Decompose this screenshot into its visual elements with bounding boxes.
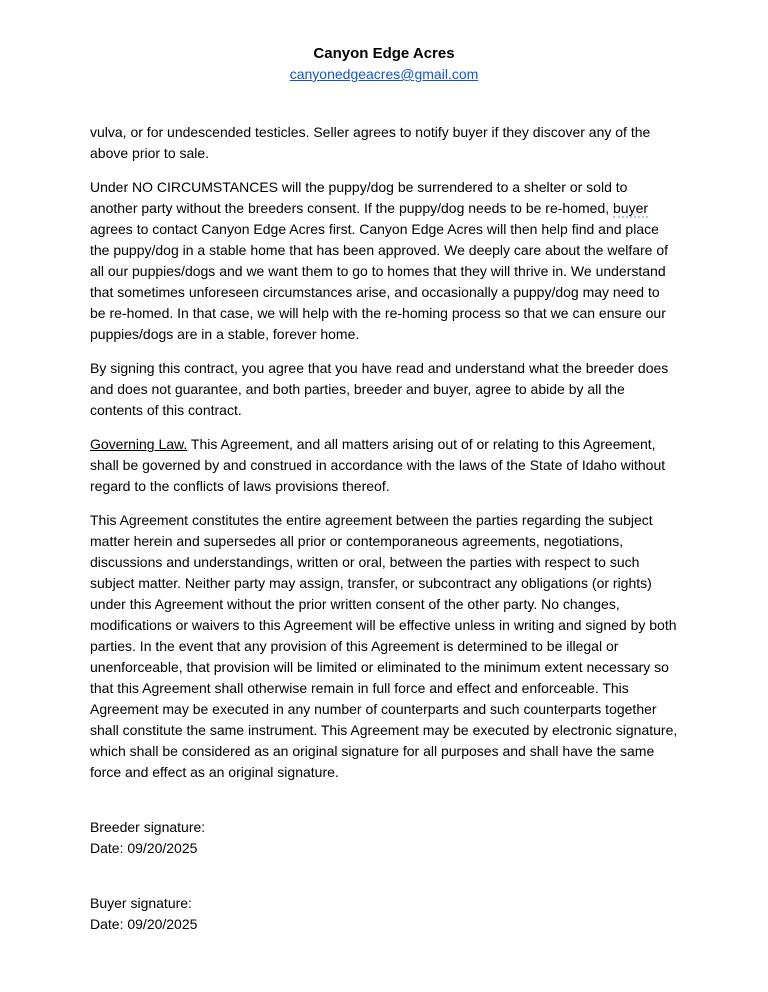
email-line [90, 64, 678, 85]
rehoming-text-before: Under NO CIRCUMSTANCES will the puppy/dog be surrendered to a shelter or sold to another party without the breeders consent. If the puppy/dog needs to be re-homed, [90, 179, 628, 216]
paragraph-rehoming-policy [90, 177, 678, 345]
signature-section-spacer [90, 796, 678, 817]
paragraph-governing-law [90, 434, 678, 497]
between-signatures-spacer [90, 872, 678, 893]
paragraph-health-disclosure: vulva, or for undescended testicles. Seller agrees to notify buyer if they discover any of the above prior to sale. [90, 124, 651, 161]
email-link[interactable]: canyonedgeacres@gmail.com [289, 66, 479, 82]
breeder-signature-block [90, 817, 678, 859]
paragraph-agreement-acknowledgement: By signing this contract, you agree that you have read and understand what the breeder does and does not guarantee, and both parties, breeder and buyer, agree to abide by all the contents of this contract. [90, 360, 669, 418]
breeder-signature-date: Date: 09/20/2025 [90, 840, 198, 856]
document-header [90, 44, 678, 85]
rehoming-text-after: agrees to contact Canyon Edge Acres first. Canyon Edge Acres will then help find and place the puppy/dog in a stable home that has been approved. We deeply care about the welfare of all our puppies/dogs and we want them to go to homes that they will thrive in. We understand that sometimes unforeseen circumstances arise, and occasionally a puppy/dog may need to be re-homed. In that case, we will help with the re-homing process so that we can ensure our puppies/dogs are in a stable, forever home. [90, 221, 669, 342]
buyer-signature-label: Buyer signature: [90, 895, 192, 911]
breeder-name-title: Canyon Edge Acres [313, 45, 455, 62]
governing-law-heading: Governing Law. [90, 436, 188, 452]
buyer-signature-date: Date: 09/20/2025 [90, 916, 198, 932]
governing-law-text: This Agreement, and all matters arising out of or relating to this Agreement, shall be governed by and construed in accordance with the laws of the State of Idaho without regard to the conflicts of laws provisions thereof. [90, 436, 666, 494]
contract-body [90, 122, 678, 935]
buyer-signature-block [90, 893, 678, 935]
breeder-signature-label: Breeder signature: [90, 819, 206, 835]
spellcheck-flagged-word[interactable]: buyer [613, 200, 649, 216]
paragraph-entire-agreement: This Agreement constitutes the entire agreement between the parties regarding the subject matter herein and supersedes all prior or contemporaneous agreements, negotiations, discussions and understandings, written or oral, between the parties with respect to such subject matter. Neither party may assign, transfer, or subcontract any obligations (or rights) under this Agreement without the prior written consent of the other party. No changes, modifications or waivers to this Agreement will be effective unless in writing and signed by both parties. In the event that any provision of this Agreement is determined to be illegal or unenforceable, that provision will be limited or eliminated to the minimum extent necessary so that this Agreement shall otherwise remain in full force and effect and enforceable. This Agreement may be executed in any number of counterparts and such counterparts together shall constitute the same instrument. This Agreement may be executed by electronic signature, which shall be considered as an original signature for all purposes and shall have the same force and effect as an original signature. [90, 512, 678, 780]
